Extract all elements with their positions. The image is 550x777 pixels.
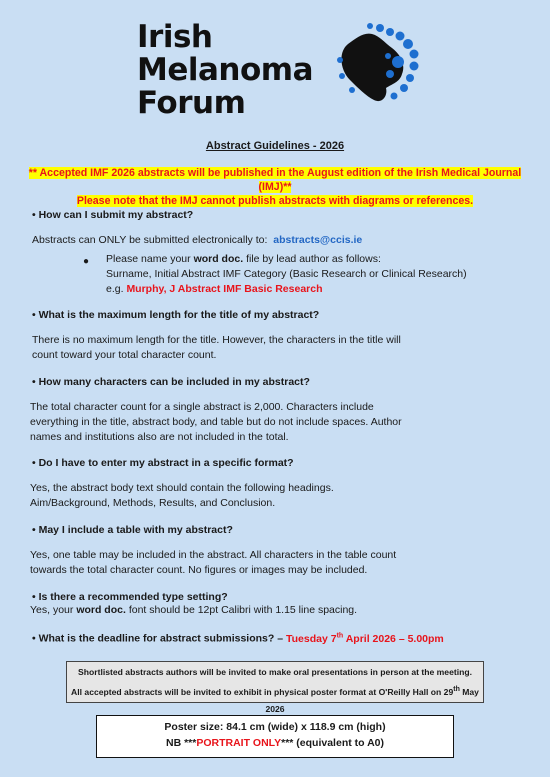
deadline-suffix: th: [336, 632, 344, 639]
answer-text-post: font should be 12pt Calibri with 1.15 line spacing.: [128, 604, 358, 616]
logo-line-3: Forum: [137, 85, 246, 121]
deadline-day: Tuesday 7: [285, 632, 337, 645]
question-type-setting: • Is there a recommended type setting?: [32, 591, 228, 603]
deadline-date: [286, 633, 444, 645]
poster-info-pre: All accepted abstracts will be invited to exhibit in physical poster format at O'Reilly Hall on 29: [71, 686, 454, 697]
answer-submit: [32, 233, 362, 248]
deadline-rest: April 2026 – 5.00pm: [345, 632, 444, 645]
answer-title-length: [32, 333, 401, 363]
answer-text-bold: word doc.: [76, 604, 126, 616]
answer-table: [30, 548, 396, 578]
answer-submit-text: Abstracts can ONLY be submitted electronically to:: [32, 234, 268, 246]
logo-text: [137, 19, 314, 121]
question-title-length: • What is the maximum length for the title of my abstract?: [32, 309, 320, 321]
answer-line: towards the total character count. No figures or images may be included.: [30, 564, 368, 576]
logo-line-1: Irish: [137, 19, 213, 55]
notice-line-2: Please note that the IMJ cannot publish abstracts with diagrams or references.: [76, 195, 474, 207]
orientation-portrait: PORTRAIT ONLY: [196, 737, 282, 749]
answer-character-count: [30, 400, 402, 445]
poster-size-box: [96, 715, 454, 758]
naming-example: Murphy, J Abstract IMF Basic Research: [126, 283, 323, 295]
answer-line: There is no maximum length for the title. However, the characters in the title will: [32, 334, 401, 346]
poster-orientation-line: [97, 735, 453, 751]
poster-info-post: May 2026: [265, 686, 479, 714]
answer-line: Aim/Background, Methods, Results, and Conclusion.: [30, 497, 276, 509]
naming-text-bold: word doc.: [193, 253, 244, 265]
imj-notice: [22, 166, 528, 208]
naming-example-label: e.g.: [106, 283, 124, 295]
answer-text-pre: Yes, your: [30, 604, 74, 616]
question-table: • May I include a table with my abstract?: [32, 524, 233, 536]
naming-text-post: file by lead author as follows:: [246, 253, 381, 265]
answer-format: [30, 481, 334, 511]
answer-line: names and institutions also are not included in the total.: [30, 431, 289, 443]
bullet-icon: ●: [83, 256, 90, 267]
question-deadline: [32, 632, 444, 645]
answer-line: count toward your total character count.: [32, 349, 217, 361]
deadline-question-text: • What is the deadline for abstract submissions? –: [32, 632, 284, 645]
presentation-info-box: [66, 661, 484, 714]
orientation-post: *** (equivalent to A0): [281, 737, 385, 749]
orientation-pre: NB ***: [165, 737, 197, 749]
question-format: • Do I have to enter my abstract in a specific format?: [32, 457, 294, 469]
presentation-info-line-1: Shortlisted abstracts authors will be invited to make oral presentations in person at the meeting.: [78, 667, 472, 677]
question-character-count: • How many characters can be included in my abstract?: [32, 376, 310, 388]
presentation-info-line-2: [67, 681, 483, 718]
page-title: Abstract Guidelines - 2026: [205, 140, 345, 152]
naming-format: Surname, Initial Abstract IMF Category (Basic Research or Clinical Research): [106, 268, 467, 280]
logo-line-2: Melanoma: [137, 52, 314, 88]
poster-info-suffix: th: [453, 686, 460, 693]
email-link[interactable]: abstracts@ccis.ie: [273, 234, 363, 246]
answer-line: Yes, the abstract body text should contain the following headings.: [30, 482, 334, 494]
question-submit: • How can I submit my abstract?: [32, 209, 194, 221]
file-naming-instructions: [106, 252, 467, 297]
answer-type-setting: [30, 603, 357, 618]
melanoma-logo-icon: [330, 22, 420, 104]
notice-line-1: ** Accepted IMF 2026 abstracts will be published in the August edition of the Irish Medical Journal (IMJ)**: [28, 167, 522, 193]
answer-line: everything in the title, abstract body, and table but do not include spaces. Author: [30, 416, 402, 428]
poster-size-line: Poster size: 84.1 cm (wide) x 118.9 cm (high): [164, 721, 386, 733]
naming-text-pre: Please name your: [106, 253, 191, 265]
answer-line: The total character count for a single abstract is 2,000. Characters include: [30, 401, 374, 413]
answer-line: Yes, one table may be included in the abstract. All characters in the table count: [30, 549, 397, 561]
